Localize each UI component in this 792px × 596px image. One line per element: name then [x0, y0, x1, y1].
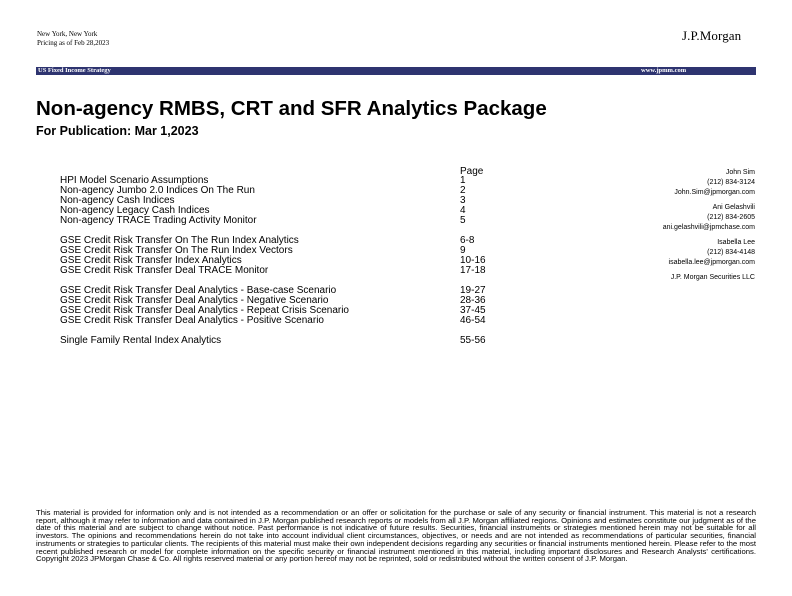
toc-title: GSE Credit Risk Transfer On The Run Index Analytics — [60, 235, 299, 246]
page-title: Non-agency RMBS, CRT and SFR Analytics Package — [36, 97, 547, 120]
contact-phone: (212) 834-2605 — [707, 214, 755, 221]
contact-email[interactable]: ani.gelashvili@jpmchase.com — [662, 224, 755, 231]
toc-title: Non-agency Legacy Cash Indices — [60, 205, 210, 216]
jpmorgan-logo: J.P.Morgan — [682, 28, 742, 43]
contact-email[interactable]: John.Sim@jpmorgan.com — [674, 189, 755, 196]
toc-title: Non-agency TRACE Trading Activity Monitor — [60, 215, 257, 226]
toc-title: GSE Credit Risk Transfer On The Run Index Vectors — [60, 245, 293, 256]
toc-title: GSE Credit Risk Transfer Deal Analytics - Negative Scenario — [60, 295, 329, 306]
toc-title: GSE Credit Risk Transfer Deal Analytics - Positive Scenario — [60, 315, 324, 326]
toc-page: 2 — [460, 185, 466, 196]
toc-page: 46-54 — [460, 315, 486, 326]
toc-page: 1 — [460, 175, 466, 186]
toc-page-header: Page — [460, 166, 484, 177]
toc-title: Non-agency Jumbo 2.0 Indices On The Run — [60, 185, 255, 196]
toc-row[interactable] — [60, 266, 540, 276]
toc-title: GSE Credit Risk Transfer Index Analytics — [60, 255, 242, 266]
toc-page: 19-27 — [460, 285, 486, 296]
toc-page: 4 — [460, 205, 466, 216]
toc-page: 5 — [460, 215, 466, 226]
toc-page: 9 — [460, 245, 466, 256]
toc-row[interactable] — [60, 336, 540, 346]
pricing-date: Pricing as of Feb 28,2023 — [37, 39, 110, 47]
contact-name: Isabella Lee — [717, 239, 755, 246]
table-of-contents — [60, 176, 540, 346]
toc-row[interactable] — [60, 216, 540, 226]
firm-name: J.P. Morgan Securities LLC — [670, 274, 755, 281]
toc-title: Single Family Rental Index Analytics — [60, 335, 222, 346]
toc-page: 55-56 — [460, 335, 486, 346]
legal-disclaimer: This material is provided for information only and is not intended as a recommendation or an offer or solicitation for the purchase or sale of any security or financial instrument. This material is not a research report, although it may refer to information and data contained in J.P. Morgan published research reports or models from all J.P. Morgan affiliated regions. Opinions and estimates constitute our judgment as of the date of this material and are subject to change without notice. Past performance is not indicative of future results. Securities, financial instruments or strategies mentioned herein may not be suitable for all investors. The opinions and recommendations herein do not take into account individual client circumstances, objectives, or needs and are not intended as recommendations of particular securities, financial instruments or strategies to particular clients. The recipients of this material must make their own independent decisions regarding any securities or financial instruments mentioned herein. Please refer to the most recent published research or model for complete information on the specific security or financial instrument mentioned in this material, including important disclosures and Research Analysts' certifications. Copyright 2023 JPMorgan Chase & Co. All rights reserved material or any portion hereof may not be reprinted, sold or redistributed without the written consent of J.P. Morgan. — [36, 508, 756, 564]
toc-page: 6-8 — [460, 235, 475, 246]
contact-name: John Sim — [725, 169, 755, 176]
contact-phone: (212) 834-3124 — [707, 179, 755, 186]
toc-page: 3 — [460, 195, 466, 206]
publication-date: For Publication: Mar 1,2023 — [36, 124, 199, 138]
toc-page: 17-18 — [460, 265, 486, 276]
toc-title: HPI Model Scenario Assumptions — [60, 175, 209, 186]
toc-title: Non-agency Cash Indices — [60, 195, 175, 206]
toc-page: 10-16 — [460, 255, 486, 266]
band-website-link[interactable]: www.jpmm.com — [641, 67, 687, 74]
toc-page: 37-45 — [460, 305, 486, 316]
toc-title: GSE Credit Risk Transfer Deal Analytics - Base-case Scenario — [60, 285, 337, 296]
header-band — [36, 67, 756, 75]
toc-row[interactable] — [60, 316, 540, 326]
band-section-label: US Fixed Income Strategy — [38, 67, 111, 74]
location-text: New York, New York — [37, 30, 98, 38]
contact-email[interactable]: isabella.lee@jpmorgan.com — [668, 259, 755, 266]
toc-title: GSE Credit Risk Transfer Deal TRACE Monitor — [60, 265, 269, 276]
contact-phone: (212) 834-4148 — [707, 249, 755, 256]
contact-name: Ani Gelashvili — [712, 204, 755, 211]
toc-page: 28-36 — [460, 295, 486, 306]
location-block — [37, 30, 109, 48]
toc-title: GSE Credit Risk Transfer Deal Analytics - Repeat Crisis Scenario — [60, 305, 349, 316]
analyst-contacts — [555, 168, 755, 283]
